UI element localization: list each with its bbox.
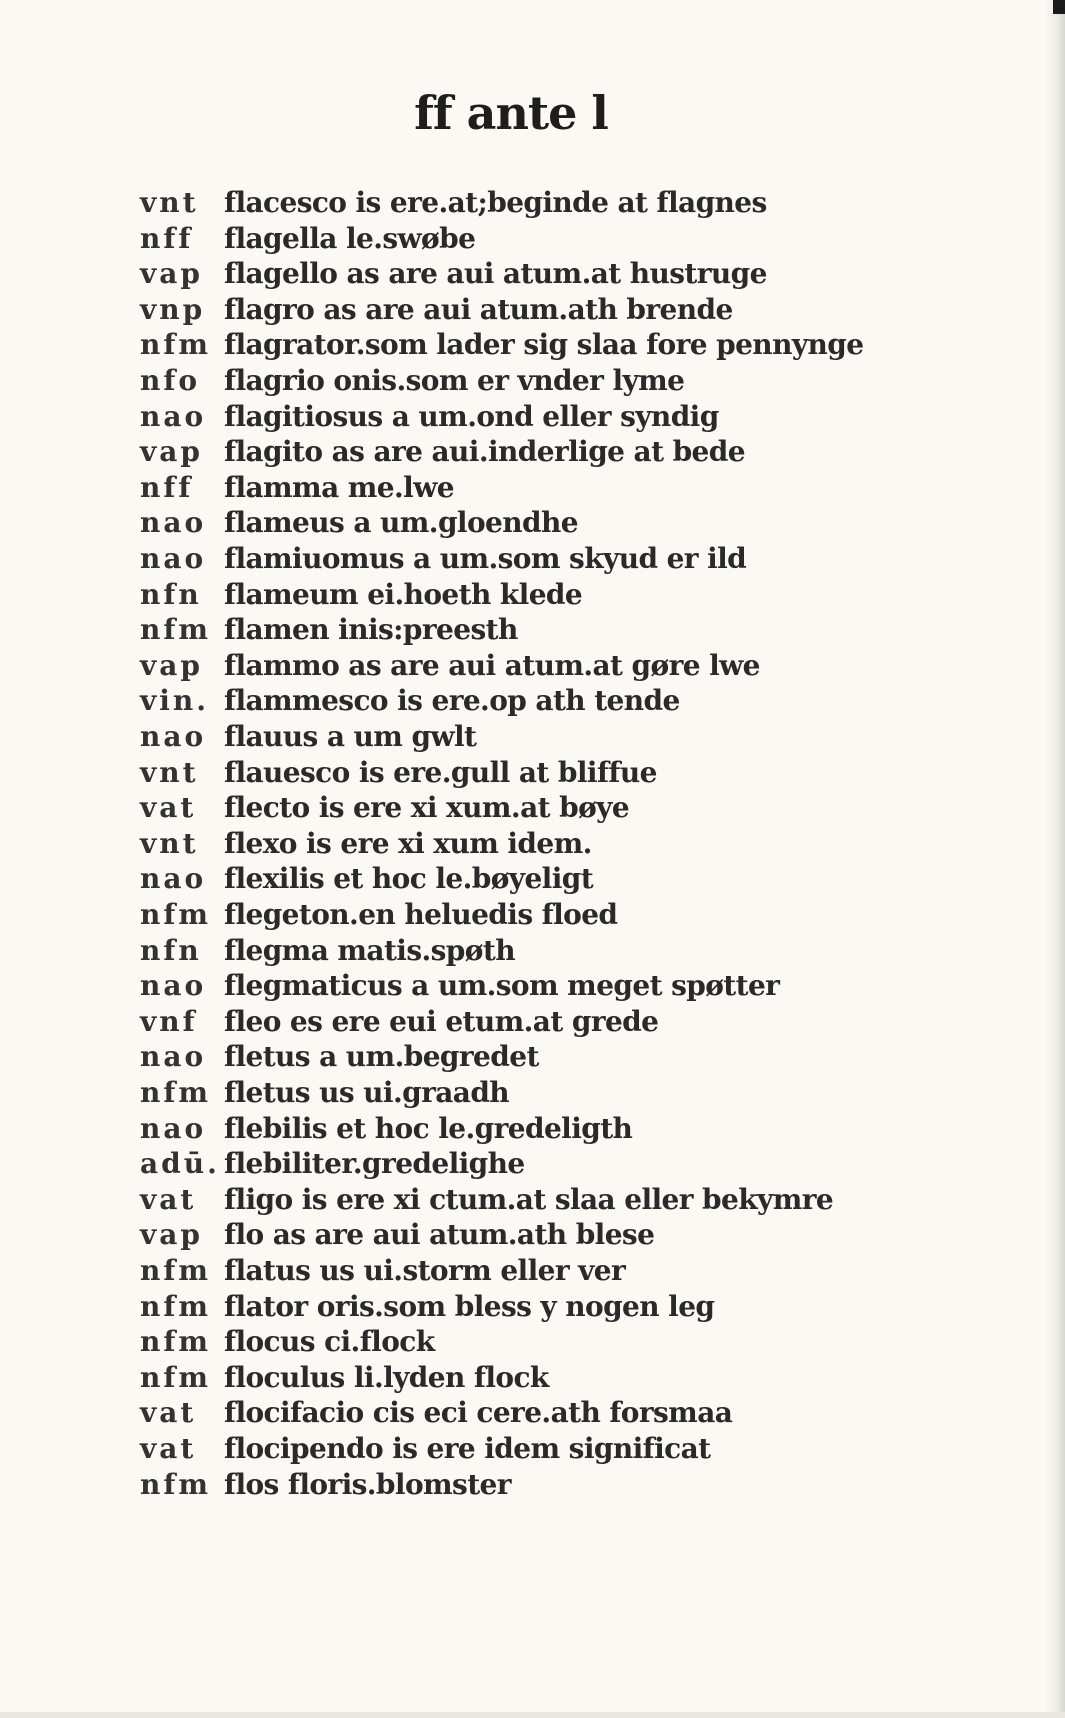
page-heading: ff ante l [414,86,608,140]
entry-text: flameus a um.gloendhe [224,506,578,540]
page-right-edge [1045,0,1065,1718]
grammar-code: vin. [140,684,210,718]
grammar-code: nao [140,969,207,1003]
corner-mark [1053,0,1065,14]
grammar-code: nao [140,542,207,575]
entry-text: flagrator.som lader sig slaa fore pennynge [224,328,864,362]
entry-text: flagitiosus a um.ond eller syndig [224,399,719,433]
entry-text: flocipendo is ere idem significat [224,1432,711,1465]
entry-text: fligo is ere xi ctum.at slaa eller bekymre [224,1182,834,1216]
grammar-code: vat [140,1432,197,1465]
entry-text: flamen inis:preesth [224,613,518,647]
grammar-code: nfm [140,1325,212,1359]
entry-text: flocus ci.flock [224,1325,435,1359]
entry-text: flauus a um gwlt [224,720,477,753]
page-bottom-edge [0,1712,1065,1718]
entry-text: flos floris.blomster [224,1467,511,1501]
grammar-code: nao [140,862,207,896]
entry-text: flocifacio cis eci cere.ath forsmaa [224,1396,733,1430]
grammar-code: vnf [140,1004,198,1038]
entry-text: flacesco is ere.at;beginde at flagnes [224,186,767,219]
grammar-code: vap [140,1218,203,1252]
entry-text: flebilis et hoc le.gredeligth [224,1111,633,1145]
grammar-code: nao [140,1040,207,1074]
grammar-code: nfm [140,613,212,647]
entry-text: flagrio onis.som er vnder lyme [224,364,685,397]
grammar-code: vnt [140,186,199,219]
entry-text: flexo is ere xi xum idem. [224,826,592,860]
grammar-code: vnt [140,826,199,860]
grammar-code: adū. [140,1147,220,1181]
grammar-code: nff [140,470,194,504]
grammar-code: nao [140,506,207,540]
grammar-code: nfn [140,933,202,967]
entry-text: fletus us ui.graadh [224,1076,510,1109]
entry-text: flauesco is ere.gull at bliffue [224,755,657,789]
grammar-code: nfm [140,1289,212,1323]
grammar-code: nfn [140,577,202,611]
grammar-code: vap [140,435,203,469]
grammar-code: nao [140,1111,207,1145]
grammar-code: nfm [140,1467,212,1501]
grammar-code: vap [140,257,203,291]
entry-text: flammo as are aui atum.at gøre lwe [224,648,760,682]
grammar-code: nff [140,221,194,255]
grammar-code: nfm [140,898,212,931]
grammar-code: nfm [140,1076,212,1109]
grammar-code: nfm [140,1360,212,1394]
grammar-code: vat [140,1182,197,1216]
entry-text: floculus li.lyden flock [224,1360,549,1394]
entry-text: flamiuomus a um.som skyud er ild [224,542,747,575]
entry-text: flegmaticus a um.som meget spøtter [224,969,780,1003]
entry-text: flagro as are aui atum.ath brende [224,292,733,326]
entry-text: flamma me.lwe [224,470,454,504]
entry-text: flagito as are aui.inderlige at bede [224,435,745,469]
entry-text: fletus a um.begredet [224,1040,539,1074]
entry-text: flegma matis.spøth [224,933,515,967]
entry-text: flagella le.swøbe [224,221,476,255]
entry-text: flo as are aui atum.ath blese [224,1218,655,1252]
entry-text: fleo es ere eui etum.at grede [224,1004,659,1038]
entry-text: flatus us ui.storm eller ver [224,1254,626,1287]
grammar-code: nfm [140,328,212,362]
entry-text: flegeton.en heluedis floed [224,898,618,931]
grammar-code: vnt [140,755,199,789]
grammar-code: vat [140,791,197,825]
entry-text: flameum ei.hoeth klede [224,577,583,611]
grammar-code: nfo [140,364,201,397]
entry-text: flagello as are aui atum.at hustruge [224,257,767,291]
entry-text: flator oris.som bless y nogen leg [224,1289,715,1323]
grammar-code: vat [140,1396,197,1430]
entry-text: flexilis et hoc le.bøyeligt [224,862,594,896]
entry-text: flecto is ere xi xum.at bøye [224,791,630,825]
entry-text: flammesco is ere.op ath tende [224,684,680,718]
grammar-code: vnp [140,292,206,326]
entry-text: flebiliter.gredelighe [224,1147,525,1181]
grammar-code: vap [140,648,203,682]
grammar-code: nao [140,720,207,753]
grammar-code: nfm [140,1254,212,1287]
grammar-code: nao [140,399,207,433]
